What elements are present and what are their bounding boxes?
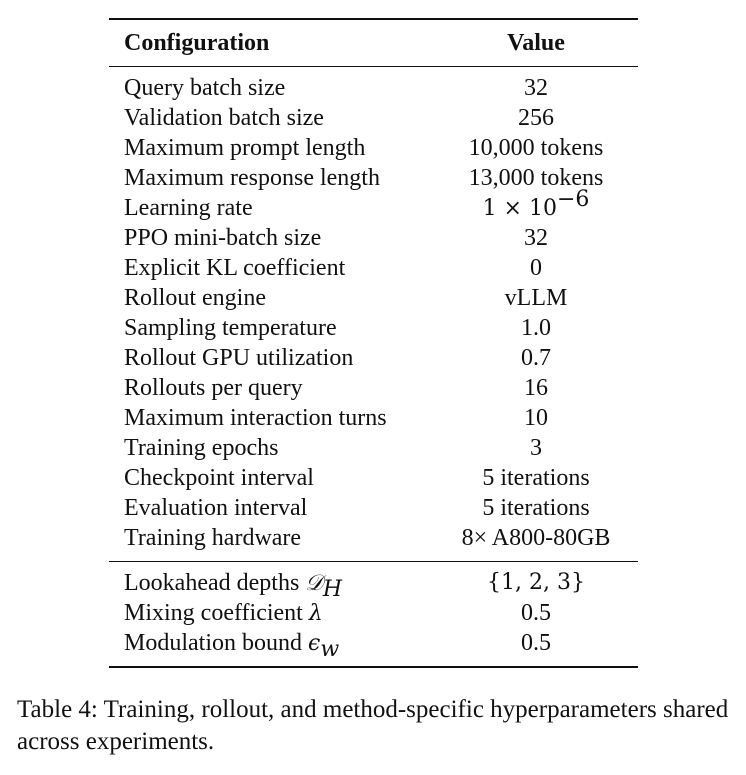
hyperparameter-table: [109, 18, 638, 668]
value-cell: {1, 2, 3}: [487, 570, 585, 595]
value-cell: 0.5: [521, 630, 551, 656]
table-row: [109, 103, 638, 133]
value-cell: 13,000 tokens: [468, 165, 604, 191]
value-cell: 8× A800-80GB: [461, 525, 611, 551]
config-cell: PPO mini-batch size: [124, 225, 322, 251]
epsilon-subscript: w: [320, 636, 340, 662]
table-row: [109, 463, 638, 493]
lookahead-subscript: H: [322, 576, 343, 602]
config-cell: Rollouts per query: [124, 375, 303, 401]
config-cell: [109, 598, 434, 629]
value-cell: [434, 186, 638, 224]
config-label: Lookahead depths: [124, 569, 300, 596]
config-cell: Training epochs: [124, 435, 279, 461]
table-row: [109, 223, 638, 253]
config-cell: [109, 568, 434, 602]
value-cell: 32: [524, 225, 548, 251]
config-cell: Checkpoint interval: [124, 465, 314, 491]
config-cell: [109, 628, 434, 662]
config-label: Modulation bound: [124, 629, 302, 656]
config-label: Mixing coefficient: [124, 599, 303, 626]
value-cell: 5 iterations: [482, 465, 590, 491]
value-cell: 0.7: [521, 345, 551, 371]
config-cell: Training hardware: [124, 525, 302, 551]
header-value: Value: [507, 30, 565, 56]
table-caption: Table 4: Training, rollout, and method-specific hyperparameters shared across experiments.: [17, 696, 729, 755]
value-cell: vLLM: [504, 285, 568, 311]
table-row: [109, 493, 638, 523]
config-cell: Maximum interaction turns: [124, 405, 387, 431]
table-row: [109, 343, 638, 373]
value-cell: 10: [524, 405, 548, 431]
table-row: [109, 133, 638, 163]
config-cell: Rollout GPU utilization: [124, 345, 354, 371]
config-cell: Query batch size: [124, 75, 286, 101]
value-cell: 16: [524, 375, 548, 401]
lambda-symbol: λ: [308, 600, 323, 626]
table-row: [109, 433, 638, 463]
table-row: [109, 283, 638, 313]
value-cell: 0: [530, 255, 542, 281]
header-configuration: Configuration: [124, 30, 270, 56]
config-cell: Explicit KL coefficient: [124, 255, 346, 281]
learning-rate-exponent: −6: [556, 186, 590, 212]
value-cell: 10,000 tokens: [468, 135, 604, 161]
value-cell: 32: [524, 75, 548, 101]
table-row: [109, 253, 638, 283]
lookahead-symbol: 𝒟: [305, 570, 323, 596]
value-cell: 0.5: [521, 600, 551, 626]
table-row: [109, 628, 638, 662]
config-cell: Learning rate: [124, 195, 253, 221]
table-row: [109, 313, 638, 343]
value-cell: 256: [518, 105, 554, 131]
config-cell: Maximum response length: [124, 165, 380, 191]
value-cell: 3: [530, 435, 542, 461]
table-bottom-rule: [109, 666, 638, 668]
table-row: [109, 403, 638, 433]
value-cell: 1.0: [521, 315, 551, 341]
table-row: [109, 598, 638, 628]
config-cell: Evaluation interval: [124, 495, 308, 521]
table-row: [109, 373, 638, 403]
learning-rate-mantissa: 1 × 10: [482, 195, 557, 221]
value-cell: 5 iterations: [482, 495, 590, 521]
table-row: [109, 568, 638, 602]
table-row: [109, 186, 638, 223]
config-cell: Validation batch size: [124, 105, 324, 131]
epsilon-symbol: ϵ: [308, 630, 321, 656]
table-row: [109, 523, 638, 553]
config-cell: Sampling temperature: [124, 315, 337, 341]
config-cell: Rollout engine: [124, 285, 266, 311]
table-header-row: [109, 20, 638, 66]
table-row: [109, 73, 638, 103]
config-cell: Maximum prompt length: [124, 135, 366, 161]
